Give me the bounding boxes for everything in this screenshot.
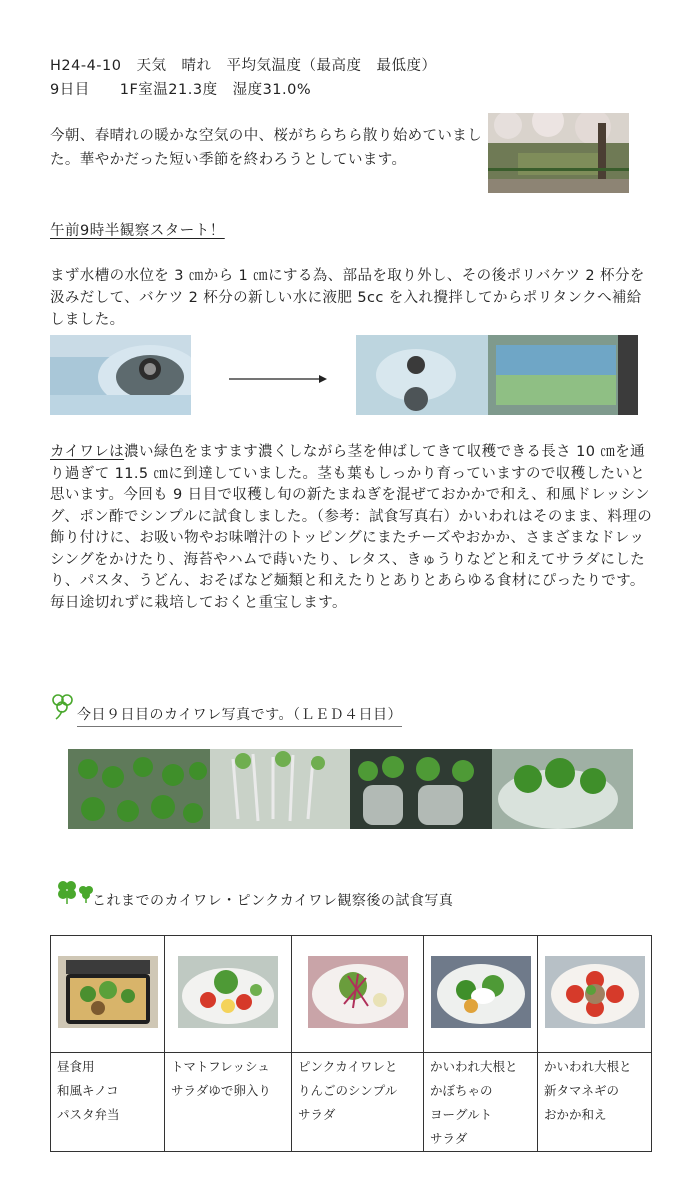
- tasting-caption-4: かいわれ大根と かぼちゃの ヨーグルト サラダ: [424, 1053, 538, 1152]
- tasting-caption-2: トマトフレッシュ サラダゆで卵入り: [165, 1053, 292, 1152]
- observation-start-heading: 午前9時半観察スタート！: [50, 223, 225, 239]
- pink-kaiware-apple-salad-photo: [292, 936, 424, 1053]
- clover-icon: [50, 693, 76, 725]
- four-leaf-clover-icon: [56, 879, 94, 909]
- pasta-bento-photo: [51, 936, 165, 1053]
- tasting-caption-3: ピンクカイワレと りんごのシンプル サラダ: [292, 1053, 424, 1152]
- kaiware-day9-photo-strip: [68, 749, 633, 829]
- tasting-caption-5: かいわれ大根と 新タマネギの おかか和え: [538, 1053, 652, 1152]
- tasting-photo-table: [50, 935, 652, 1152]
- kaiware-body: 濃い緑色をますます濃くしながら茎を伸ばしてきて収穫できる長さ 10 ㎝を通り過ぎて 11.5 ㎝に到達していました。茎も葉もしっかり育っていますので収穫したいと思います。今回も 9 日目で収穫し旬の新たまねぎを混ぜておかかで和え、和風ドレッシング、ポン酢でシンプルに試食しました。（参考：試食写真右）かいわれはそのまま、料理の飾り付けに、お吸い物やお味噌汁のトッピングにまたチーズやおかか、さまざまなドレッシングをかけたり、海苔やハムで蒔いたり、レタス、きゅうりなどと和えてサラダにしたり、パスタ、うどん、おそばなど麺類と和えたりとありとあらゆる食材にぴったりです。毎日途切れずに栽培しておくと重宝します。: [50, 444, 653, 611]
- date-weather-line: H24-4-10 天気 晴れ 平均気温度（最高度 最低度）: [50, 58, 437, 74]
- tank-before-photo: [50, 335, 191, 415]
- day-temperature-line: 9日目 1F室温21.3度 湿度31.0%: [50, 82, 312, 98]
- observation-paragraph: まず水槽の水位を 3 ㎝から 1 ㎝にする為、部品を取り外し、その後ポリバケツ 2 杯分を汲みだして、バケツ 2 杯分の新しい水に液肥 5cc を入れ攪拌してからポリタンクへ補給しました。: [50, 268, 645, 328]
- kaiware-paragraph: [50, 442, 654, 614]
- yogurt-salad-photo: [424, 936, 538, 1053]
- kaiware-lead: カイワレは: [50, 444, 125, 460]
- tank-after-photo: [356, 335, 638, 415]
- tasting-heading: これまでのカイワレ・ピンクカイワレ観察後の試食写真: [92, 893, 454, 909]
- tasting-caption-1: 昼食用 和風キノコ パスタ弁当: [51, 1053, 165, 1152]
- onion-okaka-salad-photo: [538, 936, 652, 1053]
- intro-paragraph: 今朝、春晴れの暖かな空気の中、桜がちらちら散り始めていました。華やかだった短い季節を終わろうとしています。: [50, 128, 483, 168]
- tomato-salad-photo: [165, 936, 292, 1053]
- today-photo-heading: 今日９日目のカイワレ写真です。（ＬＥＤ４日目）: [77, 704, 402, 727]
- cherry-blossom-photo: [488, 113, 629, 193]
- right-arrow-icon: [229, 370, 329, 389]
